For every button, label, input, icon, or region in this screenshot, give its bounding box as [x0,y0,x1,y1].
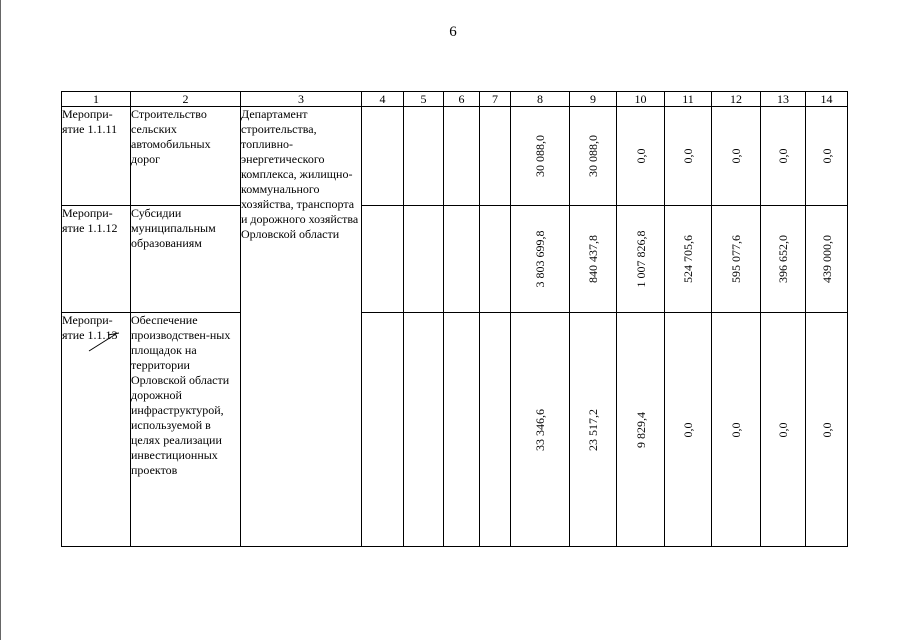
event-code: Меропри-ятие 1.1.11 [62,107,131,206]
value-cell [570,313,617,547]
column-header: 9 [570,92,617,107]
column-header: 14 [806,92,848,107]
column-header: 10 [617,92,665,107]
column-header: 11 [665,92,712,107]
value-cell [570,206,617,313]
value-cell [806,107,848,206]
column-header: 4 [362,92,404,107]
event-code: Меропри-ятие 1.1.12 [62,206,131,313]
value: 595 077,6 [729,235,743,283]
empty-cell [444,206,480,313]
value: 0,0 [681,422,695,437]
empty-cell [480,206,511,313]
value: 439 000,0 [819,235,834,283]
value: 840 437,8 [586,235,600,283]
event-code: Меропри-ятие 1.1.13 [62,313,131,547]
value-cell [761,313,806,547]
value: 30 088,0 [586,135,600,177]
empty-cell [362,107,404,206]
value-cell [761,107,806,206]
value: 9 829,4 [633,411,648,448]
empty-cell [480,107,511,206]
value: 396 652,0 [776,235,790,283]
page-number: 6 [449,24,457,40]
value-cell [570,107,617,206]
empty-cell [404,313,444,547]
value-cell [665,313,712,547]
empty-cell [444,107,480,206]
empty-cell [404,107,444,206]
value-cell [617,107,665,206]
value: 0,0 [729,422,743,437]
column-header: 6 [444,92,480,107]
column-header: 13 [761,92,806,107]
value-cell [511,313,570,547]
value-cell [712,107,761,206]
empty-cell [362,206,404,313]
table-row [62,206,848,313]
value: 30 088,0 [533,135,547,177]
budget-table [61,91,848,547]
value: 33 346,6 [533,408,547,451]
value-cell [617,313,665,547]
value: 23 517,2 [586,408,600,451]
empty-cell [480,313,511,547]
event-description: Обеспечение производствен-ных площадок на территории Орловской области дорожной инфраструктурой, используемой в целях реализации инвестиционных проектов [131,313,241,547]
value: 524 705,6 [681,235,695,283]
value: 0,0 [819,148,834,164]
responsible-department: Департамент строительства, топливно-энергетического комплекса, жилищно-коммунального хозяйства, транспорта и дорожного хозяйства Орловской области [241,107,362,547]
value-cell [665,107,712,206]
empty-cell [362,313,404,547]
column-header: 1 [62,92,131,107]
column-header: 12 [712,92,761,107]
table-row [62,107,848,206]
table-row [62,313,848,547]
column-header: 2 [131,92,241,107]
value-cell [511,206,570,313]
column-header: 5 [404,92,444,107]
column-header: 7 [480,92,511,107]
value-cell [665,206,712,313]
value-cell [712,206,761,313]
value-cell [806,206,848,313]
value: 0,0 [776,422,790,437]
value: 0,0 [819,422,834,437]
value-cell [617,206,665,313]
column-header: 8 [511,92,570,107]
value: 1 007 826,8 [633,230,648,288]
event-description: Строительство сельских автомобильных дорог [131,107,241,206]
value: 0,0 [633,148,648,164]
value-cell [712,313,761,547]
value-cell [761,206,806,313]
value: 3 803 699,8 [533,230,547,288]
value: 0,0 [681,148,695,164]
empty-cell [444,313,480,547]
page-edge-line [0,0,1,640]
value: 0,0 [729,148,743,164]
event-description: Субсидии муниципальным образованиям [131,206,241,313]
value-cell [806,313,848,547]
column-header: 3 [241,92,362,107]
value-cell [511,107,570,206]
empty-cell [404,206,444,313]
value: 0,0 [776,148,790,164]
column-header-row [62,92,848,107]
